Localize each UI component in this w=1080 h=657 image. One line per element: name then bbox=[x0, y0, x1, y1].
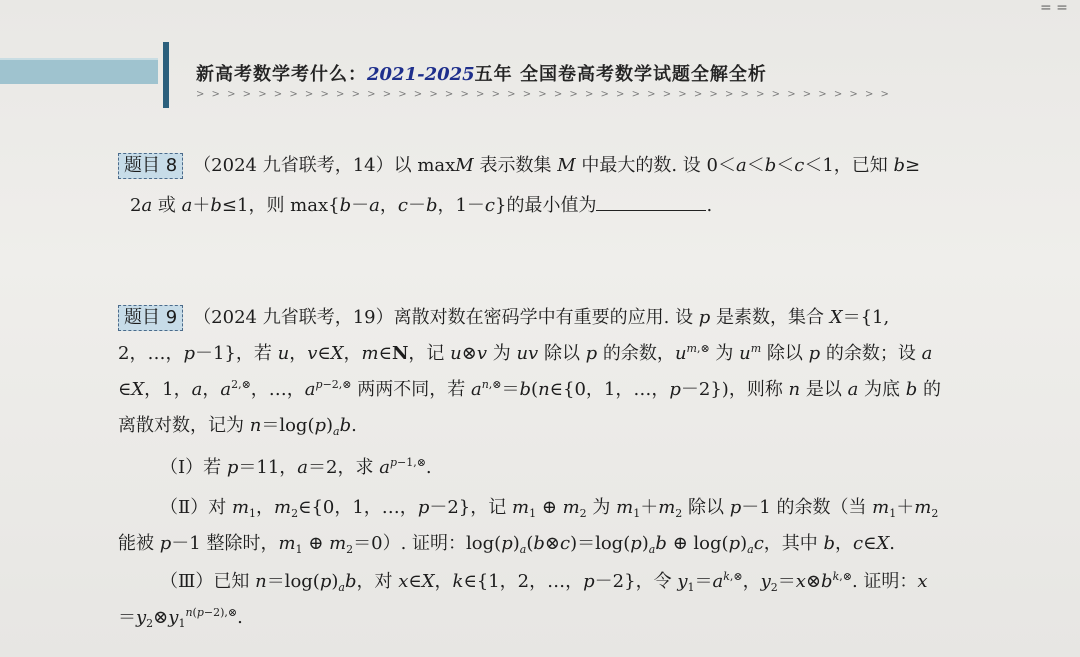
q8-period: . bbox=[706, 195, 713, 216]
q9-tag: 题目 9 bbox=[118, 305, 183, 331]
header-vertical-bar bbox=[163, 42, 169, 108]
header-title-prefix: 新高考数学考什么： bbox=[196, 64, 367, 85]
q9-line-4 bbox=[118, 413, 357, 439]
q9-text-4: 离散对数，记为 $n=\log(p)_ab$. bbox=[118, 415, 357, 438]
header-color-band bbox=[0, 58, 158, 84]
q9-part-2-line-1 bbox=[160, 495, 938, 521]
q9-line-3 bbox=[118, 377, 941, 403]
q9-text-2: 2，…，p－1}，若 u，v∈X，m∈N，记 u⊗v 为 uv 除以 p 的余数，$u^{m,\otimes}$ 为 $u^m$ 除以 p 的余数；设 a bbox=[118, 342, 933, 364]
q9-part-3-text-b: $=y_2\otimes y_1^{n(p-2),\otimes}$. bbox=[118, 606, 243, 630]
q9-part-2-line-2 bbox=[118, 531, 895, 557]
q9-line-1 bbox=[118, 305, 889, 331]
q9-part-3-line-1 bbox=[160, 569, 928, 595]
q8-text-2: 2a 或 a＋b≤1，则 max{b－a，c－b，1－c}的最小值为 bbox=[130, 195, 597, 216]
q9-line-2 bbox=[118, 341, 932, 367]
running-header bbox=[196, 60, 767, 86]
q8-tag: 题目 8 bbox=[118, 153, 183, 179]
q9-text-1: （2024 九省联考，19）离散对数在密码学中有重要的应用. 设 p 是素数，集合 X＝{1, bbox=[193, 307, 890, 328]
q9-text-3: ∈X，1，a，$a^{2,\otimes}$，…，$a^{p-2,\otimes}$ 两两不同，若 $a^{n,\otimes}=b(n\in\{0$，1，…，p－2})，则称 n 是以 a 为底 b 的 bbox=[118, 378, 942, 400]
q9-part-3-line-2 bbox=[118, 605, 243, 631]
q9-part-1-text: （Ⅰ）若 p＝11，a＝2，求 $a^{p-1,\otimes}$. bbox=[160, 456, 432, 478]
header-title-years: 2021-2025 bbox=[367, 64, 475, 85]
q9-part-2-text-b: 能被 p－1 整除时，$m_1$ ⊕ $m_2=0$）. 证明：$\log(p)_a(b\otimes c)=\log(p)_ab$ ⊕ $\log(p)_ac$，其中 b，c∈X. bbox=[118, 533, 896, 556]
q9-part-1 bbox=[160, 455, 432, 481]
answer-blank[interactable] bbox=[596, 192, 706, 211]
header-decoration: > > > > > > > > > > > > > > > > > > > > > > > > > > > > > > > > > > > > > > > > > > > > > bbox=[196, 89, 891, 100]
q9-part-3-text-a: （Ⅲ）已知 $n=\log(p)_ab$，对 x∈X，k∈{1，2，…，p－2}，令 $y_1=a^{k,\otimes}$，$y_2=x\otimes b^{k,\otimes}$. 证明：x bbox=[160, 570, 928, 594]
q8-line-2 bbox=[130, 192, 712, 219]
header-title-suffix: 五年 全国卷高考数学试题全解全析 bbox=[474, 64, 767, 85]
q9-part-2-text-a: （Ⅱ）对 $m_1$，$m_2\in\{0$，1，…，p－2}，记 $m_1$ ⊕ $m_2$ 为 $m_1+m_2$ 除以 p－1 的余数（当 $m_1+m_2$ bbox=[160, 497, 939, 520]
q8-line-1 bbox=[118, 153, 920, 179]
q8-text-1: （2024 九省联考，14）以 maxM 表示数集 M 中最大的数. 设 0＜a＜b＜c＜1，已知 b≥ bbox=[193, 155, 921, 176]
corner-mark: = = bbox=[1040, 0, 1068, 16]
